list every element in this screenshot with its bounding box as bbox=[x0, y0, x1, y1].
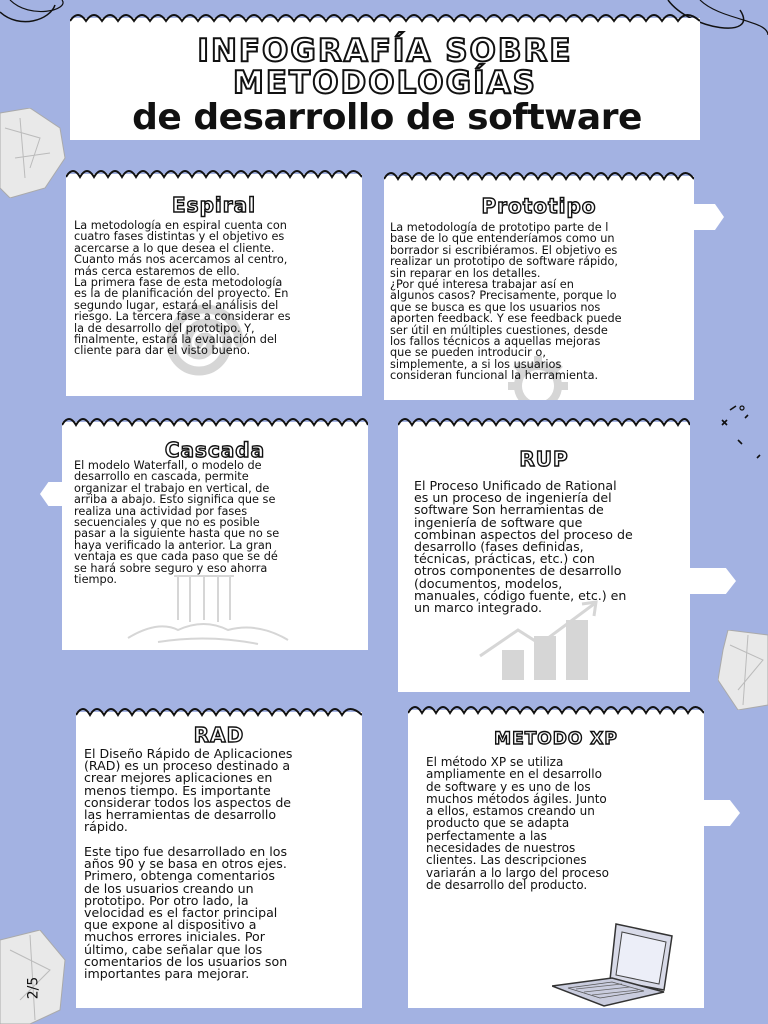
title-card bbox=[70, 18, 700, 140]
card-xp bbox=[408, 710, 704, 1008]
card-title-prototipo: Prototipo bbox=[481, 194, 597, 218]
card-text-rup: El Proceso Unificado de Rational es un proceso de ingeniería del software Son herramientas de ingeniería de software que combinan aspectos del proceso de desarrollo (fases definidas, técnicas, prácticas, etc.) con otros componentes de desarrollo (documentos, modelos, manuales, código fuente, etc.) en un marco integrado. bbox=[414, 478, 633, 616]
title-line-2: METODOLOGÍAS bbox=[233, 65, 537, 101]
card-title-rup: RUP bbox=[519, 447, 569, 471]
crumpled-paper bbox=[0, 108, 70, 198]
spiral-binding bbox=[70, 9, 700, 27]
card-title-cascada: Cascada bbox=[164, 438, 266, 462]
card-title-espiral: Espiral bbox=[172, 193, 256, 217]
spiral-binding bbox=[76, 703, 362, 721]
card-title-xp: METODO XP bbox=[494, 729, 618, 749]
title-line-3: de desarrollo de software bbox=[132, 97, 642, 138]
spiral-binding bbox=[384, 167, 694, 185]
title-line-1: INFOGRAFÍA SOBRE bbox=[197, 33, 573, 69]
card-text-rad-1: El Diseño Rápido de Aplicaciones (RAD) es un proceso destinado a crear mejores aplicaciones en menos tiempo. Es importante considerar todos los aspectos de las herramientas de desarrollo rápido. bbox=[84, 746, 293, 835]
spiral-binding bbox=[62, 413, 368, 431]
card-prototipo bbox=[384, 176, 694, 400]
card-rup bbox=[398, 422, 690, 692]
crumpled-paper bbox=[718, 630, 768, 710]
laptop-icon bbox=[552, 922, 702, 1008]
spiral-binding bbox=[66, 165, 362, 183]
card-text-espiral: La metodología en espiral cuenta con cuatro fases distintas y el objetivo es acercarse a lo que desea el cliente. Cuanto más nos acercamos al centro, más cerca estaremos de ello. La primera fase de esta metodología es la de planificación del proyecto. En segundo lugar, estará el análisis del riesgo. La tercera fase a considerar es la de desarrollo del prototipo. Y, finalmente, estará la evaluación del cliente para dar el visto bueno. bbox=[74, 219, 291, 358]
card-espiral bbox=[66, 174, 362, 396]
card-text-cascada: El modelo Waterfall, o modelo de desarrollo en cascada, permite organizar el trabajo en vertical, de arriba a abajo. Esto significa que se realiza una actividad por fases secuenciales y que no es posible pasar a la siguiente hasta que no se haya verificado la anterior. La gran ventaja es que cada paso que se dé se hará sobre seguro y eso ahorra tiempo. bbox=[74, 459, 280, 587]
card-cascada bbox=[62, 422, 368, 650]
card-text-xp: El método XP se utiliza ampliamente en el desarrollo de software y es uno de los muchos métodos ágiles. Junto a ellos, estamos creando un producto que se adapta perfectamente a las necesidades de nuestros clientes. Las descripciones variarán a lo largo del proceso de desarrollo del producto. bbox=[426, 755, 609, 892]
card-text-prototipo: La metodología de prototipo parte de l base de lo que entenderíamos como un borrador si escribiéramos. El objetivo es realizar un prototipo de software rápido, sin reparar en los detalles. ¿Por qué interesa trabajar así en algunos casos? Precisamente, porque lo que se busca es que los usuarios nos aporten feedback. Y ese feedback puede ser útil en múltiples cuestiones, desde los fallos técnicos a aquellas mejoras que se pueden introducir o, simplemente, a si los usuarios consideran funcional la herramienta. bbox=[390, 221, 622, 383]
spiral-binding bbox=[398, 413, 690, 431]
page-number: 2/5 bbox=[25, 976, 42, 1000]
card-text-rad-2: Este tipo fue desarrollado en los años 90 y se basa en otros ejes. Primero, obtenga comentarios de los usuarios creando un prototipo. Por otro lado, la velocidad es el factor principal que expone al dispositivo a muchos errores iniciales. Por último, cabe señalar que los comentarios de los usuarios son importantes para mejorar. bbox=[84, 844, 288, 982]
spiral-binding bbox=[408, 701, 704, 719]
card-rad bbox=[76, 712, 362, 1008]
card-title-rad: RAD bbox=[193, 723, 245, 747]
